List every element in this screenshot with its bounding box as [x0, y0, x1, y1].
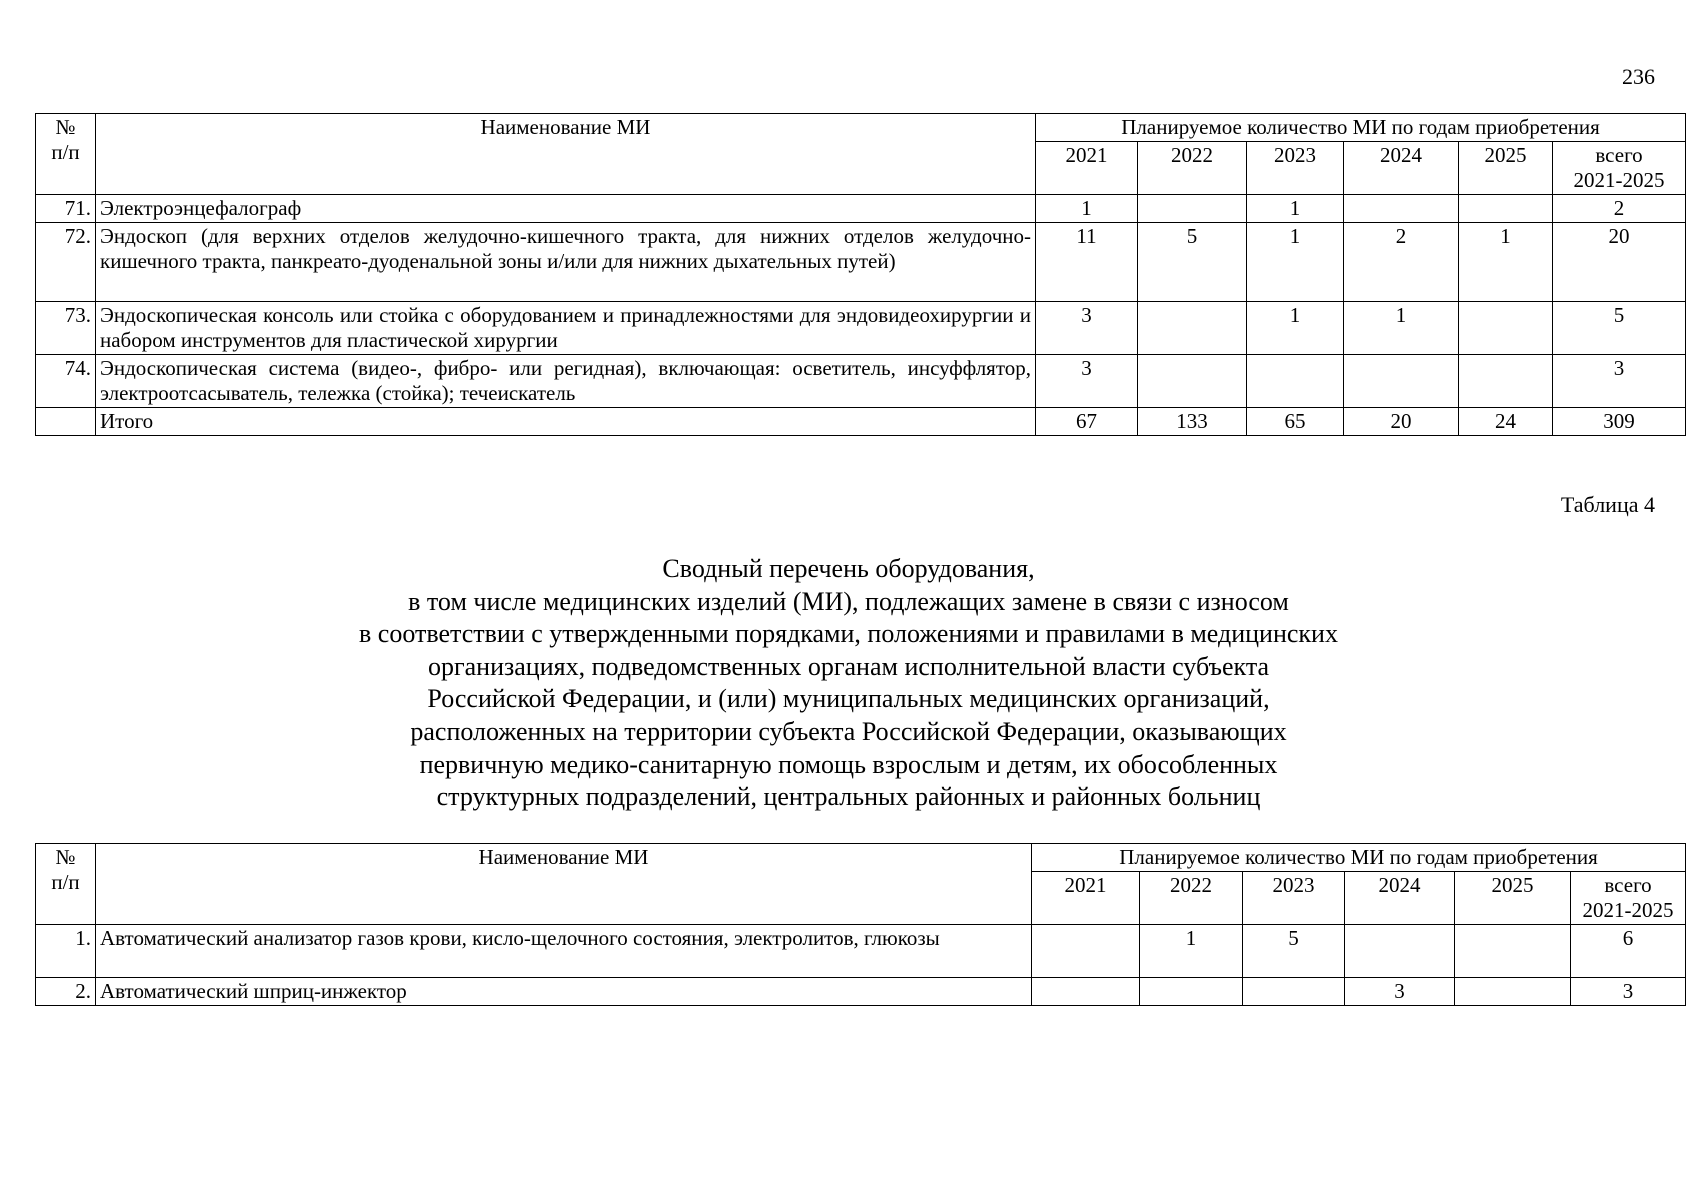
col-planned-header: Планируемое количество МИ по годам приобретения: [1036, 114, 1686, 142]
heading-line: первичную медико-санитарную помощь взрослым и детям, их обособленных: [419, 749, 1278, 779]
row-item-name: Электроэнцефалограф: [96, 195, 1036, 223]
row-number: 2.: [36, 978, 96, 1006]
row-value-2025: [1459, 302, 1553, 355]
equipment-replacement-table: [35, 843, 1686, 1006]
col-year-2023: 2023: [1247, 142, 1344, 195]
row-value-2021: 3: [1036, 302, 1138, 355]
row-total: 5: [1553, 302, 1686, 355]
heading-line: в том числе медицинских изделий (МИ), подлежащих замене в связи с износом: [408, 586, 1289, 616]
row-value-2021: [1032, 925, 1140, 978]
row-total: 2: [1553, 195, 1686, 223]
row-value-2021: 3: [1036, 355, 1138, 408]
col-number-label: №: [55, 115, 76, 139]
col-year-2022: 2022: [1138, 142, 1247, 195]
col-number-label-2: п/п: [51, 140, 80, 164]
heading-line: организациях, подведомственных органам исполнительной власти субъекта: [427, 651, 1270, 681]
total-row-value-2021: 67: [1036, 408, 1138, 436]
table-row: [36, 355, 1686, 408]
row-value-2022: 1: [1140, 925, 1243, 978]
row-item-name: Эндоскоп (для верхних отделов желудочно-кишечного тракта, для нижних отделов желудочно-кишечного тракта, панкреато-дуоденальной зоны и/или для нижних дыхательных путей): [96, 223, 1036, 302]
row-value-2021: 11: [1036, 223, 1138, 302]
row-number: 73.: [36, 302, 96, 355]
col-total-range: 2021-2025: [1573, 168, 1665, 192]
col-year-2024: 2024: [1344, 142, 1459, 195]
row-value-2022: [1138, 355, 1247, 408]
row-value-2025: [1459, 355, 1553, 408]
row-value-2022: 5: [1138, 223, 1247, 302]
col-name-header: Наименование МИ: [96, 114, 1036, 195]
col-total-header: [1571, 872, 1686, 925]
table-row: [36, 302, 1686, 355]
table-caption: Таблица 4: [1560, 492, 1655, 517]
row-value-2022: [1140, 978, 1243, 1006]
row-value-2021: 1: [1036, 195, 1138, 223]
col-planned-header: Планируемое количество МИ по годам приобретения: [1032, 844, 1686, 872]
total-row-value-2022: 133: [1138, 408, 1247, 436]
col-name-header: Наименование МИ: [96, 844, 1032, 925]
row-item-name: Автоматический анализатор газов крови, кисло-щелочного состояния, электролитов, глюкозы: [96, 925, 1032, 978]
row-value-2025: [1455, 925, 1571, 978]
row-total: 6: [1571, 925, 1686, 978]
row-value-2022: [1138, 195, 1247, 223]
heading-line: расположенных на территории субъекта Российской Федерации, оказывающих: [410, 716, 1287, 746]
row-value-2023: 5: [1243, 925, 1345, 978]
row-number: 74.: [36, 355, 96, 408]
table-row: [36, 223, 1686, 302]
page-number: 236: [1622, 64, 1655, 89]
col-year-2025: 2025: [1459, 142, 1553, 195]
row-item-name: Автоматический шприц-инжектор: [96, 978, 1032, 1006]
heading-line: Сводный перечень оборудования,: [662, 554, 1035, 583]
row-item-name: Эндоскопическая консоль или стойка с оборудованием и принадлежностями для эндовидеохирургии и набором инструментов для пластической хирургии: [96, 302, 1036, 355]
heading-line: в соответствии с утвержденными порядками, положениями и правилами в медицинских: [359, 619, 1338, 649]
total-row-value-2025: 24: [1459, 408, 1553, 436]
summary-heading: [0, 553, 1697, 814]
row-total: 3: [1553, 355, 1686, 408]
row-number: 72.: [36, 223, 96, 302]
row-value-2024: [1344, 355, 1459, 408]
col-number-header: [36, 844, 96, 925]
row-value-2021: [1032, 978, 1140, 1006]
col-number-label: №: [55, 845, 76, 869]
row-total: 3: [1571, 978, 1686, 1006]
row-value-2023: 1: [1247, 302, 1344, 355]
col-year-2021: 2021: [1036, 142, 1138, 195]
total-row-sum: 309: [1553, 408, 1686, 436]
row-number: 71.: [36, 195, 96, 223]
row-value-2023: 1: [1247, 223, 1344, 302]
col-year-2025: 2025: [1455, 872, 1571, 925]
table-row: [36, 978, 1686, 1006]
total-row-value-2024: 20: [1344, 408, 1459, 436]
equipment-table-continued: [35, 113, 1686, 436]
col-year-2022: 2022: [1140, 872, 1243, 925]
row-value-2025: [1455, 978, 1571, 1006]
row-value-2025: [1459, 195, 1553, 223]
table-row: [36, 925, 1686, 978]
col-year-2023: 2023: [1243, 872, 1345, 925]
row-number: 1.: [36, 925, 96, 978]
heading-line: Российской Федерации, и (или) муниципальных медицинских организаций,: [427, 684, 1270, 714]
col-total-header: [1553, 142, 1686, 195]
row-item-name: Эндоскопическая система (видео-, фибро- или регидная), включающая: осветитель, инсуффлятор, электроотсасыватель, тележка (стойка); течеискатель: [96, 355, 1036, 408]
row-value-2023: [1243, 978, 1345, 1006]
row-value-2023: 1: [1247, 195, 1344, 223]
row-value-2024: [1345, 925, 1455, 978]
table-row: [36, 195, 1686, 223]
total-row-value-2023: 65: [1247, 408, 1344, 436]
row-value-2024: 3: [1345, 978, 1455, 1006]
col-number-label-2: п/п: [51, 870, 80, 894]
col-total-label: всего: [1595, 143, 1643, 167]
row-value-2023: [1247, 355, 1344, 408]
heading-line: структурных подразделений, центральных районных и районных больниц: [436, 782, 1261, 812]
row-value-2024: [1344, 195, 1459, 223]
total-row-number: [36, 408, 96, 436]
total-row: [36, 408, 1686, 436]
row-value-2025: 1: [1459, 223, 1553, 302]
row-value-2022: [1138, 302, 1247, 355]
total-row-label: Итого: [96, 408, 1036, 436]
row-value-2024: 1: [1344, 302, 1459, 355]
row-value-2024: 2: [1344, 223, 1459, 302]
col-total-label: всего: [1604, 873, 1652, 897]
col-year-2021: 2021: [1032, 872, 1140, 925]
col-year-2024: 2024: [1345, 872, 1455, 925]
row-total: 20: [1553, 223, 1686, 302]
col-total-range: 2021-2025: [1582, 898, 1674, 922]
col-number-header: [36, 114, 96, 195]
